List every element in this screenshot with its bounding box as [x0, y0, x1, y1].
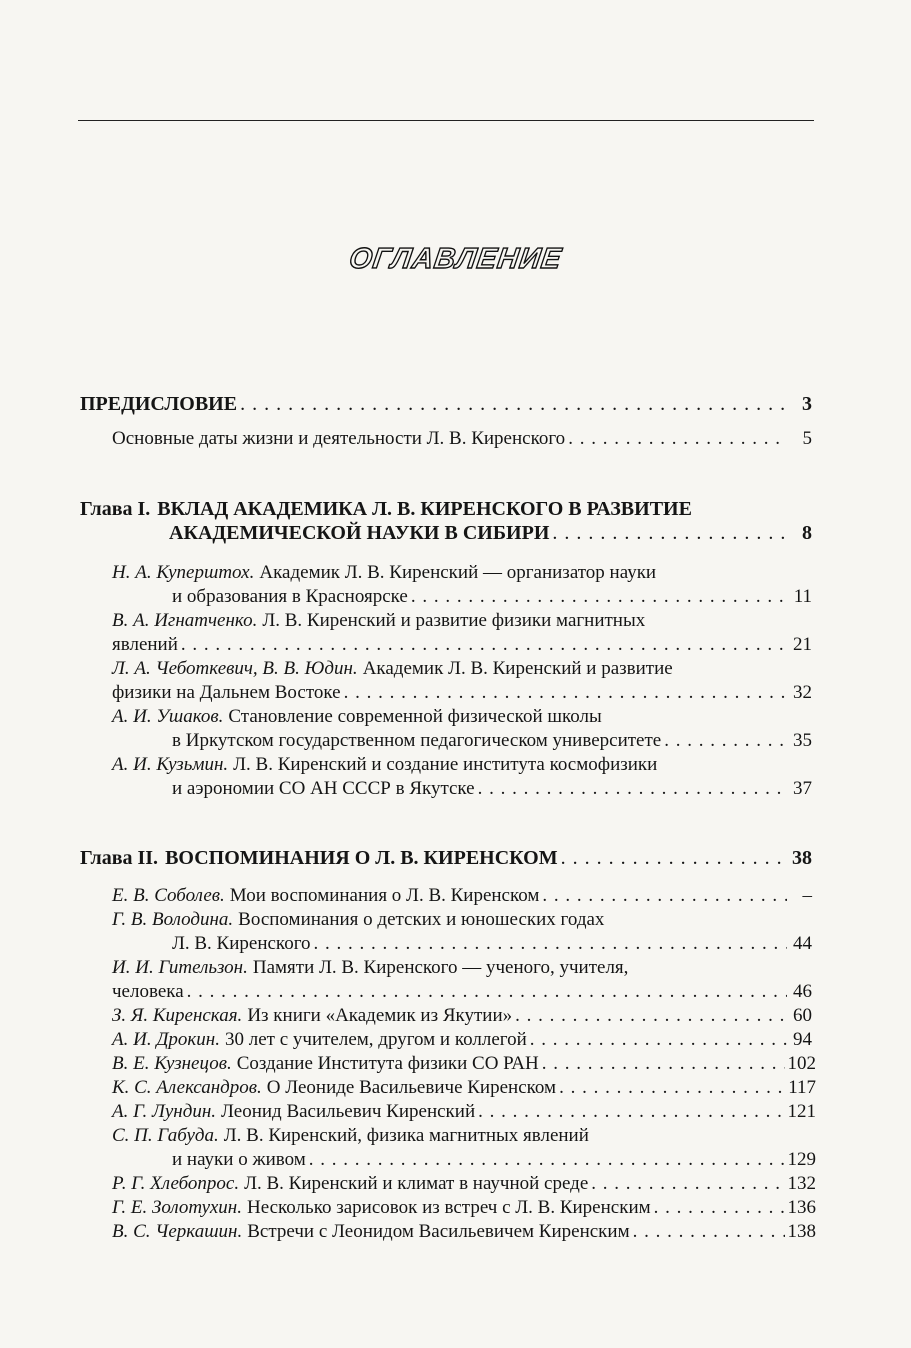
toc-entry-cont[interactable] [112, 980, 812, 1004]
toc-entry[interactable] [112, 609, 812, 633]
toc-page-number: 138 [787, 1221, 816, 1242]
toc-entry[interactable] [112, 1028, 812, 1052]
toc-entry-label: Основные даты жизни и деятельности Л. В. Киренского [112, 428, 566, 449]
toc-entry[interactable] [112, 884, 812, 908]
toc-entry[interactable] [112, 1124, 816, 1148]
dot-leader [478, 1100, 784, 1124]
chapter-1-heading-line2[interactable] [169, 521, 812, 545]
toc-page-number: 38 [792, 847, 812, 869]
entry-title: физики на Дальнем Востоке [112, 682, 341, 703]
toc-entry[interactable] [112, 561, 812, 585]
dot-leader [654, 1196, 785, 1220]
page-title: ОГЛАВЛЕНИЕ [347, 243, 564, 275]
dot-leader [478, 777, 787, 801]
chapter-2-title: ВОСПОМИНАНИЯ О Л. В. КИРЕНСКОМ [165, 847, 558, 869]
top-rule [78, 120, 814, 121]
dot-leader [411, 585, 787, 609]
entry-title: Воспоминания о детских и юношеских годах [238, 909, 605, 930]
dot-leader [561, 846, 787, 870]
toc-entry-dates[interactable] [112, 427, 812, 451]
entry-title: О Леониде Васильевиче Киренском [266, 1077, 557, 1098]
entry-title: и аэрономии СО АН СССР в Якутске [172, 778, 475, 799]
toc-entry[interactable] [112, 705, 812, 729]
entry-title: Несколько зарисовок из встреч с Л. В. Киренским [246, 1197, 651, 1218]
chapter-1-heading-line1[interactable] [80, 497, 812, 521]
toc-entry[interactable] [112, 956, 812, 980]
entry-title: Становление современной физической школы [228, 706, 602, 727]
dot-leader [664, 729, 787, 753]
toc-page-number: 132 [787, 1173, 816, 1194]
toc-page-number: 102 [787, 1053, 816, 1074]
entry-title: Академик Л. В. Киренский и развитие [362, 658, 673, 679]
dot-leader [542, 1052, 785, 1076]
entry-title: в Иркутском государственном педагогическом университете [172, 730, 662, 751]
dot-leader [515, 1004, 787, 1028]
chapter-1-title-line1: ВКЛАД АКАДЕМИКА Л. В. КИРЕНСКОГО В РАЗВИТИЕ [157, 498, 692, 520]
entry-title: Создание Института физики СО РАН [236, 1053, 539, 1074]
toc-entry[interactable] [112, 1220, 816, 1244]
dot-leader [559, 1076, 785, 1100]
dot-leader [542, 884, 787, 908]
toc-page-number: 94 [793, 1029, 812, 1050]
toc-entry[interactable] [112, 1004, 812, 1028]
entry-title: Л. В. Киренский, физика магнитных явлений [223, 1125, 589, 1146]
entry-title: Мои воспоминания о Л. В. Киренском [229, 885, 540, 906]
dot-leader [181, 633, 787, 657]
entry-title: Л. В. Киренский и климат в научной среде [244, 1173, 589, 1194]
entry-title: Академик Л. В. Киренский — организатор науки [259, 562, 657, 583]
toc-page-number: 11 [793, 586, 812, 607]
toc-page-number: 32 [793, 682, 812, 703]
dot-leader [344, 681, 787, 705]
entry-author: Р. Г. Хлебопрос. [112, 1173, 240, 1194]
toc-page-number: 60 [793, 1005, 812, 1026]
toc-page-number: 129 [787, 1149, 816, 1170]
entry-title: Из книги «Академик из Якутии» [247, 1005, 513, 1026]
entry-author: Л. А. Чеботкевич, В. В. Юдин. [112, 658, 358, 679]
toc-entry-preface[interactable] [80, 392, 812, 416]
dot-leader [568, 427, 787, 451]
toc-entry[interactable] [112, 657, 812, 681]
entry-author: А. И. Ушаков. [112, 706, 224, 727]
toc-page-number: 21 [793, 634, 812, 655]
dot-leader [633, 1220, 785, 1244]
entry-author: Г. В. Володина. [112, 909, 234, 930]
entry-title: Леонид Васильевич Киренский [221, 1101, 476, 1122]
dot-leader [552, 521, 787, 545]
entry-title: явлений [112, 634, 178, 655]
chapter-1-prefix: Глава I. [80, 498, 151, 520]
entry-author: Г. Е. Золотухин. [112, 1197, 242, 1218]
entry-author: Н. А. Куперштох. [112, 562, 255, 583]
toc-page-number: 35 [793, 730, 812, 751]
toc-entry-cont[interactable] [172, 777, 812, 801]
dot-leader [187, 980, 787, 1004]
toc-page-number: 5 [802, 428, 812, 449]
entry-author: А. И. Дрокин. [112, 1029, 220, 1050]
toc-page-number: – [802, 885, 812, 906]
toc-entry-label: ПРЕДИСЛОВИЕ [80, 393, 238, 415]
toc-entry[interactable] [112, 908, 812, 932]
toc-entry[interactable] [112, 1076, 816, 1100]
entry-author: Е. В. Соболев. [112, 885, 225, 906]
entry-title: Встречи с Леонидом Васильевичем Киренским [247, 1221, 630, 1242]
entry-title: Л. В. Киренский и создание института космофизики [233, 754, 658, 775]
entry-title: и образования в Красноярске [172, 586, 408, 607]
toc-entry[interactable] [112, 753, 812, 777]
entry-title: Памяти Л. В. Киренского — ученого, учителя, [252, 957, 629, 978]
entry-author: А. Г. Лундин. [112, 1101, 216, 1122]
entry-author: В. С. Черкашин. [112, 1221, 243, 1242]
toc-entry-cont[interactable] [172, 1148, 816, 1172]
toc-page-number: 46 [793, 981, 812, 1002]
entry-author: К. С. Александров. [112, 1077, 262, 1098]
toc-entry-cont[interactable] [112, 681, 812, 705]
dot-leader [240, 392, 787, 416]
toc-page-number: 136 [787, 1197, 816, 1218]
toc-entry-cont[interactable] [172, 932, 812, 956]
dot-leader [591, 1172, 784, 1196]
entry-author: В. Е. Кузнецов. [112, 1053, 232, 1074]
entry-author: И. И. Гительзон. [112, 957, 248, 978]
toc-page-number: 8 [802, 522, 812, 544]
entry-author: З. Я. Киренская. [112, 1005, 243, 1026]
entry-author: А. И. Кузьмин. [112, 754, 229, 775]
toc-entry-cont[interactable] [172, 729, 812, 753]
toc-page-number: 3 [802, 393, 812, 415]
toc-entry[interactable] [112, 1100, 816, 1124]
toc-page-number: 44 [793, 933, 812, 954]
toc-entry[interactable] [112, 1172, 816, 1196]
toc-entry[interactable] [112, 1196, 816, 1220]
entry-author: С. П. Габуда. [112, 1125, 219, 1146]
chapter-1-title-line2: АКАДЕМИЧЕСКОЙ НАУКИ В СИБИРИ [169, 522, 550, 544]
entry-author: В. А. Игнатченко. [112, 610, 258, 631]
entry-title: человека [112, 981, 184, 1002]
toc-entry[interactable] [112, 1052, 816, 1076]
chapter-2-prefix: Глава II. [80, 847, 159, 869]
entry-title: и науки о живом [172, 1149, 306, 1170]
toc-page-number: 37 [793, 778, 812, 799]
toc-page-number: 121 [787, 1101, 816, 1122]
toc-entry-cont[interactable] [172, 585, 812, 609]
dot-leader [309, 1148, 785, 1172]
toc-entry-cont[interactable] [112, 633, 812, 657]
entry-title: Л. В. Киренского [172, 933, 311, 954]
entry-title: Л. В. Киренский и развитие физики магнитных [262, 610, 646, 631]
chapter-2-heading[interactable] [80, 846, 812, 870]
dot-leader [530, 1028, 787, 1052]
toc-page-number: 117 [788, 1077, 816, 1098]
dot-leader [314, 932, 787, 956]
entry-title: 30 лет с учителем, другом и коллегой [224, 1029, 527, 1050]
